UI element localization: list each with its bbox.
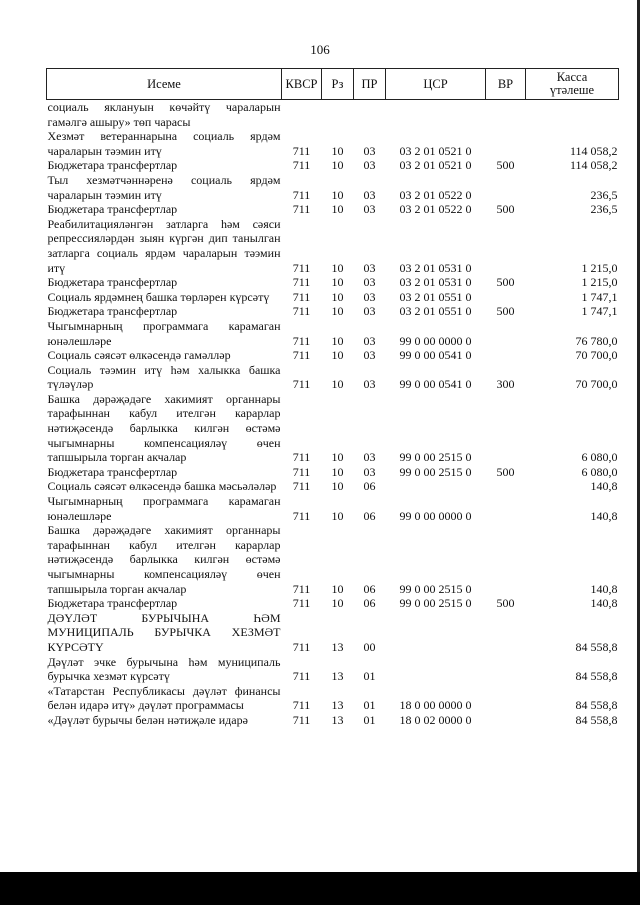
cell-pr: 03 [363, 464, 376, 479]
cell-pr: 06 [363, 479, 376, 494]
cell-rz: 10 [331, 596, 344, 611]
header-amount [526, 69, 619, 100]
cell-amount: 84 558,8 [575, 712, 618, 727]
cell-rz: 10 [331, 479, 344, 494]
cell-kvsr: 711 [292, 260, 311, 275]
cell-kvsr: 711 [292, 698, 311, 713]
cell-vr [486, 494, 526, 523]
table-row [47, 479, 619, 494]
cell-name: Бюджетара трансфертлар [47, 275, 178, 290]
cell-rz: 10 [331, 289, 344, 304]
cell-name: Социаль тәэмин итү һәм халыкка башка түләүләр [47, 362, 281, 392]
cell-rz: 10 [331, 143, 344, 158]
cell-kvsr: 711 [292, 187, 311, 202]
cell-csr: 99 0 00 0541 0 [399, 348, 472, 363]
cell-name: Бюджетара трансфертлар [47, 464, 178, 479]
table-row [47, 392, 619, 465]
cell-kvsr: 711 [292, 348, 311, 363]
cell-kvsr: 711 [292, 596, 311, 611]
cell-rz: 10 [331, 377, 344, 392]
cell-kvsr: 711 [292, 333, 311, 348]
scan-bottom-bar [0, 872, 640, 905]
cell-csr: 99 0 00 0541 0 [399, 377, 472, 392]
cell-csr: 03 2 01 0551 0 [399, 289, 472, 304]
cell-amount: 1 215,0 [581, 275, 618, 290]
cell-kvsr: 711 [292, 158, 311, 173]
cell-csr [386, 611, 486, 655]
cell-amount: 140,8 [590, 596, 618, 611]
table-row [47, 173, 619, 202]
table-row [47, 523, 619, 596]
header-amount-line2: үтәлеше [549, 83, 595, 97]
cell-amount: 140,8 [590, 479, 618, 494]
cell-name: «Дәүләт бурычы белән нәтиҗәле идарә [47, 712, 248, 727]
table-row [47, 129, 619, 158]
cell-vr: 500 [496, 275, 515, 290]
header-kvsr: КВСР [282, 69, 322, 100]
cell-name: Дәүләт эчке бурычына һәм муниципаль бурычка хезмәт күрсәтү [47, 654, 281, 684]
cell-rz: 10 [331, 260, 344, 275]
cell-kvsr: 711 [292, 669, 311, 684]
cell-amount: 84 558,8 [575, 669, 618, 684]
cell-amount: 70 700,0 [575, 348, 618, 363]
table-header-row [47, 69, 619, 100]
cell-vr [486, 100, 526, 130]
cell-kvsr [282, 100, 322, 130]
cell-name: Социаль сәясәт өлкәсендә башка мәсьәләләр [47, 479, 277, 494]
cell-pr: 03 [363, 289, 376, 304]
header-csr: ЦСР [386, 69, 486, 100]
cell-name: социаль яклануын көчәйтү чараларын гамәлгә ашыру» төп чарасы [47, 100, 281, 129]
cell-csr [386, 100, 486, 130]
table-row [47, 290, 619, 305]
cell-kvsr: 711 [292, 581, 311, 596]
cell-vr [486, 523, 526, 596]
cell-csr: 99 0 00 2515 0 [399, 450, 472, 465]
cell-amount [526, 100, 619, 130]
cell-vr: 500 [496, 596, 515, 611]
cell-kvsr: 711 [292, 508, 311, 523]
cell-vr [486, 655, 526, 684]
cell-amount: 114 058,2 [569, 158, 618, 173]
cell-rz: 10 [331, 464, 344, 479]
cell-vr [486, 684, 526, 713]
cell-pr: 06 [363, 581, 376, 596]
cell-name: Чыгымнарның программага карамаган юнәлешләре [47, 318, 281, 348]
header-pr: ПР [354, 69, 386, 100]
cell-amount: 1 747,1 [581, 304, 618, 319]
cell-pr: 03 [363, 333, 376, 348]
cell-kvsr: 711 [292, 464, 311, 479]
cell-name: Социаль сәясәт өлкәсендә гамәлләр [47, 348, 231, 363]
table-row [47, 363, 619, 392]
cell-vr: 500 [496, 158, 515, 173]
cell-rz: 10 [331, 508, 344, 523]
cell-amount: 84 558,8 [575, 639, 618, 654]
cell-pr: 03 [363, 187, 376, 202]
cell-pr: 03 [363, 158, 376, 173]
cell-vr: 300 [496, 377, 515, 392]
cell-name: Бюджетара трансфертлар [47, 596, 178, 611]
cell-rz: 10 [331, 187, 344, 202]
cell-csr: 03 2 01 0522 0 [399, 202, 472, 217]
header-rz: Рз [322, 69, 354, 100]
cell-pr: 03 [363, 304, 376, 319]
cell-name: ДӘҮЛӘТ БУРЫЧЫНА ҺӘМ МУНИЦИПАЛЬ БУРЫЧКА ХЕЗМӘТ КҮРСӘТҮ [47, 610, 281, 654]
cell-name: Бюджетара трансфертлар [47, 158, 178, 173]
cell-csr: 03 2 01 0551 0 [399, 304, 472, 319]
cell-name: «Татарстан Республикасы дәүләт финансы белән идарә итү» дәүләт программасы [47, 683, 281, 713]
cell-pr: 03 [363, 348, 376, 363]
cell-csr [386, 479, 486, 494]
cell-vr [486, 173, 526, 202]
cell-amount: 236,5 [590, 202, 618, 217]
table-row [47, 494, 619, 523]
cell-name: Башка дәрәҗәдәге хакимият органнары тарафыннан кабул ителгән карарлар нәтиҗәсендә барлыкка килгән өстәмә чыгымнарны компенсацияләү өчен тапшырыла торган акчалар [47, 391, 281, 465]
cell-csr: 03 2 01 0531 0 [399, 260, 472, 275]
cell-pr: 03 [363, 450, 376, 465]
table-row [47, 348, 619, 363]
cell-csr: 03 2 01 0531 0 [399, 275, 472, 290]
cell-csr: 99 0 00 2515 0 [399, 581, 472, 596]
cell-name: Бюджетара трансфертлар [47, 202, 178, 217]
header-name: Исеме [47, 69, 282, 100]
cell-name: Реабилитацияләнгән затларга һәм сәяси репрессияләрдән зыян күргән дип танылган затларга социаль ярдәм чараларын тәэмин итү [47, 216, 281, 275]
cell-name: Чыгымнарның программага карамаган юнәлешләре [47, 494, 281, 523]
cell-amount: 6 080,0 [581, 450, 618, 465]
cell-rz: 13 [331, 639, 344, 654]
cell-pr: 01 [363, 712, 376, 727]
table-row [47, 596, 619, 611]
cell-amount: 1 747,1 [581, 289, 618, 304]
cell-pr: 03 [363, 275, 376, 290]
cell-name: Социаль ярдәмнең башка төрләрен күрсәтү [47, 289, 270, 304]
cell-rz: 13 [331, 669, 344, 684]
cell-kvsr: 711 [292, 275, 311, 290]
cell-kvsr: 711 [292, 202, 311, 217]
cell-rz: 10 [331, 275, 344, 290]
table-row [47, 275, 619, 290]
cell-amount: 6 080,0 [581, 464, 618, 479]
cell-pr: 06 [363, 596, 376, 611]
cell-csr: 18 0 02 0000 0 [399, 712, 472, 727]
cell-rz: 10 [331, 158, 344, 173]
table-body [47, 100, 619, 728]
cell-kvsr: 711 [292, 639, 311, 654]
cell-kvsr: 711 [292, 712, 311, 727]
cell-amount: 84 558,8 [575, 698, 618, 713]
cell-vr: 500 [496, 202, 515, 217]
header-amount-line1: Касса [556, 70, 588, 84]
page-number: 106 [310, 42, 330, 57]
cell-rz: 13 [331, 712, 344, 727]
table-row [47, 655, 619, 684]
cell-amount: 140,8 [590, 508, 618, 523]
cell-csr: 99 0 00 0000 0 [399, 508, 472, 523]
cell-vr [486, 479, 526, 494]
table-row [47, 100, 619, 130]
cell-csr: 99 0 00 2515 0 [399, 596, 472, 611]
header-vr: ВР [486, 69, 526, 100]
cell-vr [486, 392, 526, 465]
cell-csr: 03 2 01 0521 0 [399, 158, 472, 173]
table-row [47, 713, 619, 728]
budget-table [46, 68, 619, 728]
cell-kvsr: 711 [292, 377, 311, 392]
cell-pr: 03 [363, 377, 376, 392]
cell-kvsr: 711 [292, 304, 311, 319]
cell-csr: 18 0 00 0000 0 [399, 698, 472, 713]
cell-amount: 236,5 [590, 187, 618, 202]
cell-vr [486, 217, 526, 275]
cell-csr: 03 2 01 0521 0 [399, 143, 472, 158]
cell-vr [486, 290, 526, 305]
cell-csr: 99 0 00 2515 0 [399, 464, 472, 479]
cell-name: Хезмәт ветераннарына социаль ярдәм чараларын тәэмин итү [47, 129, 281, 158]
table-row [47, 217, 619, 275]
cell-vr: 500 [496, 464, 515, 479]
cell-rz: 10 [331, 202, 344, 217]
cell-name: Тыл хезмәтчәннәренә социаль ярдәм чараларын тәэмин итү [47, 172, 281, 202]
cell-csr: 03 2 01 0522 0 [399, 187, 472, 202]
cell-vr [486, 348, 526, 363]
cell-csr: 99 0 00 0000 0 [399, 333, 472, 348]
cell-vr [486, 611, 526, 655]
cell-kvsr: 711 [292, 289, 311, 304]
cell-pr: 06 [363, 508, 376, 523]
cell-kvsr: 711 [292, 450, 311, 465]
cell-csr [386, 655, 486, 684]
cell-amount: 1 215,0 [581, 260, 618, 275]
cell-pr: 03 [363, 260, 376, 275]
cell-name: Бюджетара трансфертлар [47, 304, 178, 319]
cell-rz: 10 [331, 348, 344, 363]
table-row [47, 611, 619, 655]
cell-amount: 114 058,2 [569, 143, 618, 158]
cell-pr [354, 100, 386, 130]
cell-pr: 01 [363, 669, 376, 684]
table-row [47, 158, 619, 173]
cell-vr [486, 713, 526, 728]
cell-amount: 76 780,0 [575, 333, 618, 348]
cell-rz: 10 [331, 304, 344, 319]
cell-rz: 13 [331, 698, 344, 713]
cell-rz: 10 [331, 333, 344, 348]
cell-amount: 140,8 [590, 581, 618, 596]
cell-kvsr: 711 [292, 143, 311, 158]
cell-rz: 10 [331, 450, 344, 465]
cell-rz: 10 [331, 581, 344, 596]
cell-pr: 01 [363, 698, 376, 713]
table-row [47, 684, 619, 713]
cell-pr: 03 [363, 202, 376, 217]
cell-pr: 00 [363, 639, 376, 654]
cell-amount: 70 700,0 [575, 377, 618, 392]
cell-pr: 03 [363, 143, 376, 158]
cell-name: Башка дәрәҗәдәге хакимият органнары тарафыннан кабул ителгән карарлар нәтиҗәсендә барлыкка килгән өстәмә чыгымнарны компенсацияләү өчен тапшырыла торган акчалар [47, 523, 281, 596]
cell-vr [486, 319, 526, 348]
table-row [47, 319, 619, 348]
cell-vr: 500 [496, 304, 515, 319]
table-row [47, 465, 619, 480]
cell-kvsr: 711 [292, 479, 311, 494]
table-row [47, 202, 619, 217]
table-row [47, 304, 619, 319]
cell-vr [486, 129, 526, 158]
cell-rz [322, 100, 354, 130]
